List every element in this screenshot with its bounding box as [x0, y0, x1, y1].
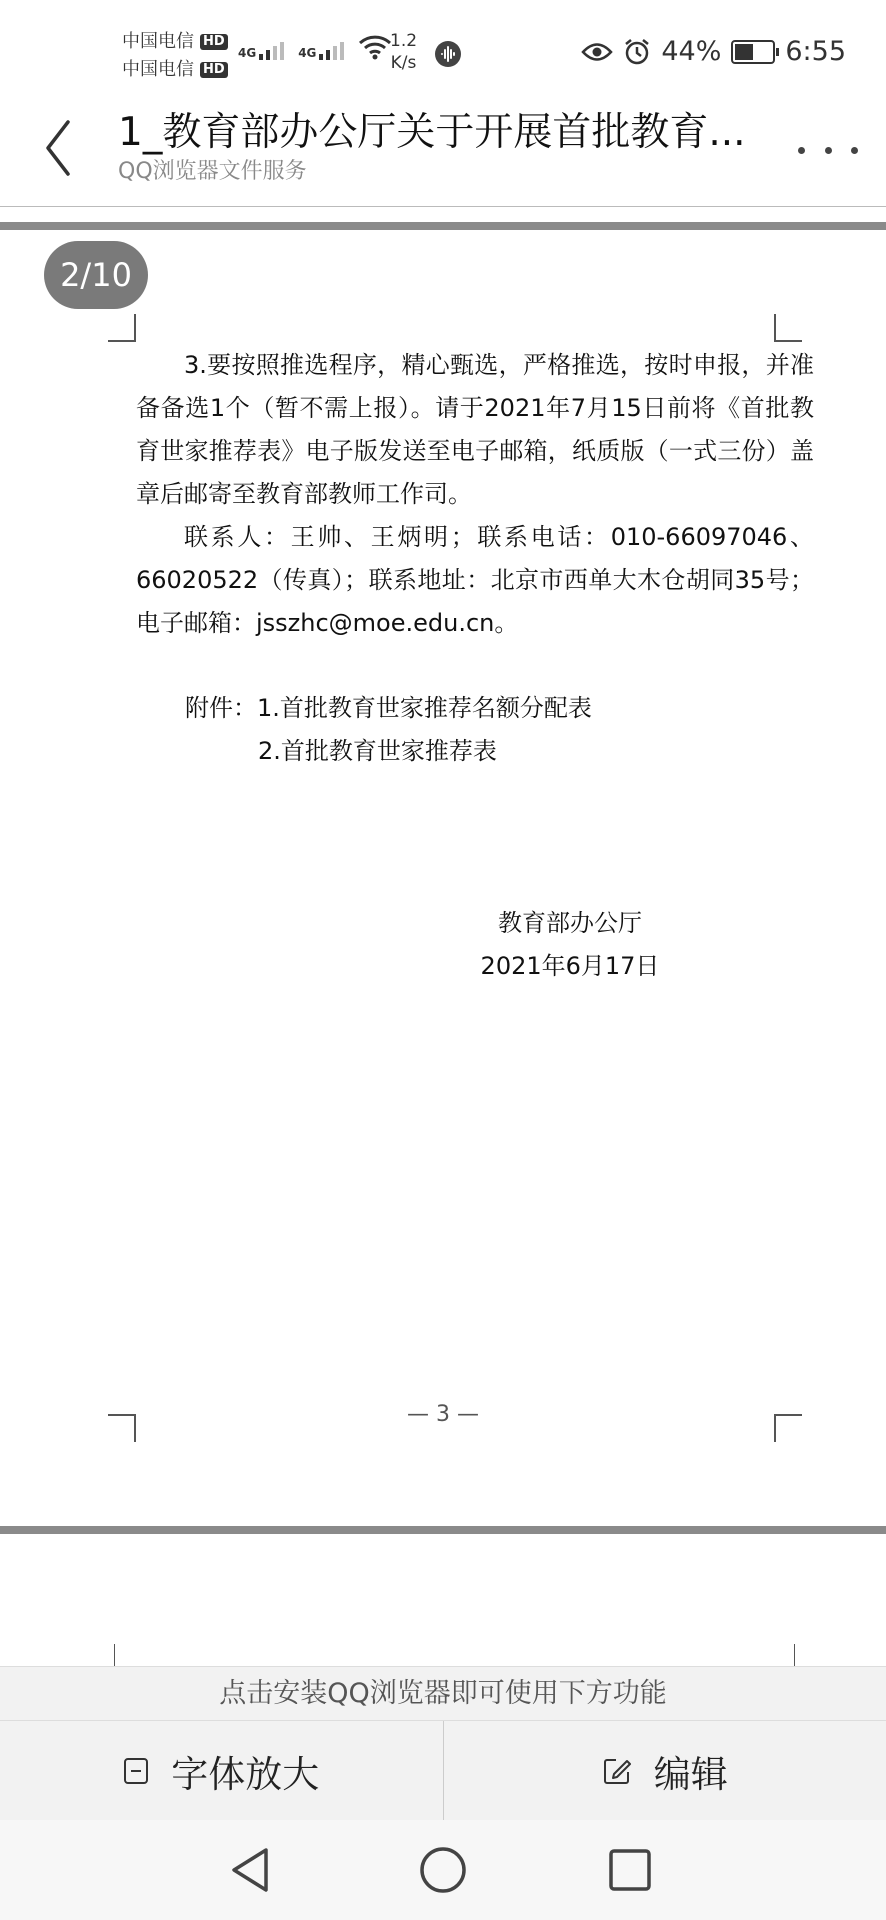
more-button[interactable] [798, 130, 858, 170]
attachments [185, 687, 592, 773]
audio-icon [434, 40, 462, 68]
carrier-info [122, 28, 228, 84]
square-recents-icon [604, 1844, 656, 1896]
eye-icon [581, 41, 613, 63]
system-nav-bar [0, 1820, 886, 1920]
battery-percent: 44% [661, 36, 722, 67]
page-divider-top [0, 222, 886, 230]
alarm-icon [623, 38, 651, 66]
wifi-icon [358, 34, 392, 60]
font-enlarge-label: 字体放大 [171, 1753, 320, 1796]
signature-org: 教育部办公厅 [498, 909, 642, 937]
title-bar [0, 100, 886, 207]
attachment-item: 2.首批教育世家推荐表 [258, 737, 497, 765]
page-title: 1_教育部办公厅关于开展首批教育... [118, 110, 746, 155]
paragraph: 3.要按照推选程序，精心甄选，严格推选，按时申报，并准备备选1个（暂不需上报）。请于2021年7月15日前将《首批教育世家推荐表》电子版发送至电子邮箱，纸质版（一式三份）盖章后邮寄至教育部教师工作司。 [136, 351, 814, 508]
signal-indicators [238, 34, 392, 60]
edit-button[interactable] [443, 1721, 886, 1821]
carrier-2: 中国电信 [122, 59, 194, 80]
tool-bar [0, 1720, 886, 1821]
hd-badge: HD [200, 34, 228, 50]
carrier-1: 中国电信 [122, 31, 194, 52]
page-subtitle: QQ浏览器文件服务 [118, 159, 307, 184]
signal-icon: 4G [298, 42, 344, 60]
back-button[interactable] [30, 114, 86, 184]
circle-home-icon [417, 1844, 469, 1896]
nav-home-button[interactable] [417, 1844, 469, 1896]
signal-icon: 4G [238, 42, 284, 60]
font-size-icon [123, 1757, 149, 1785]
crop-mark [774, 314, 802, 342]
clock: 6:55 [785, 36, 846, 67]
signature-block [460, 902, 680, 988]
install-prompt[interactable]: 点击安装QQ浏览器即可使用下方功能 [0, 1666, 886, 1721]
network-speed: 1.2 K/s [390, 31, 418, 73]
more-dots-icon [798, 147, 805, 154]
status-right [581, 36, 846, 67]
font-enlarge-button[interactable] [0, 1721, 443, 1821]
chevron-left-icon [30, 114, 86, 184]
crop-mark [108, 314, 136, 342]
hd-badge: HD [200, 62, 228, 78]
edit-label: 编辑 [653, 1753, 728, 1796]
nav-recents-button[interactable] [604, 1844, 656, 1896]
status-bar [0, 0, 886, 100]
paragraph: 联系人：王帅、王炳明；联系电话：010-66097046、66020522（传真）；联系地址：北京市西单大木仓胡同35号；电子邮箱：jsszhc@moe.edu.cn。 [136, 523, 814, 637]
triangle-back-icon [226, 1844, 278, 1896]
page-number: — 3 — [407, 1402, 479, 1427]
next-page-edge [114, 1644, 115, 1666]
page-indicator-badge: 2/10 [44, 241, 148, 309]
next-page-edge [794, 1644, 795, 1666]
signature-date: 2021年6月17日 [480, 952, 660, 980]
nav-back-button[interactable] [226, 1844, 278, 1896]
page-divider-bottom [0, 1526, 886, 1534]
edit-icon [602, 1756, 632, 1786]
attachment-item: 附件：1.首批教育世家推荐名额分配表 [185, 694, 592, 722]
battery-icon [731, 40, 775, 64]
document-body [136, 344, 814, 645]
